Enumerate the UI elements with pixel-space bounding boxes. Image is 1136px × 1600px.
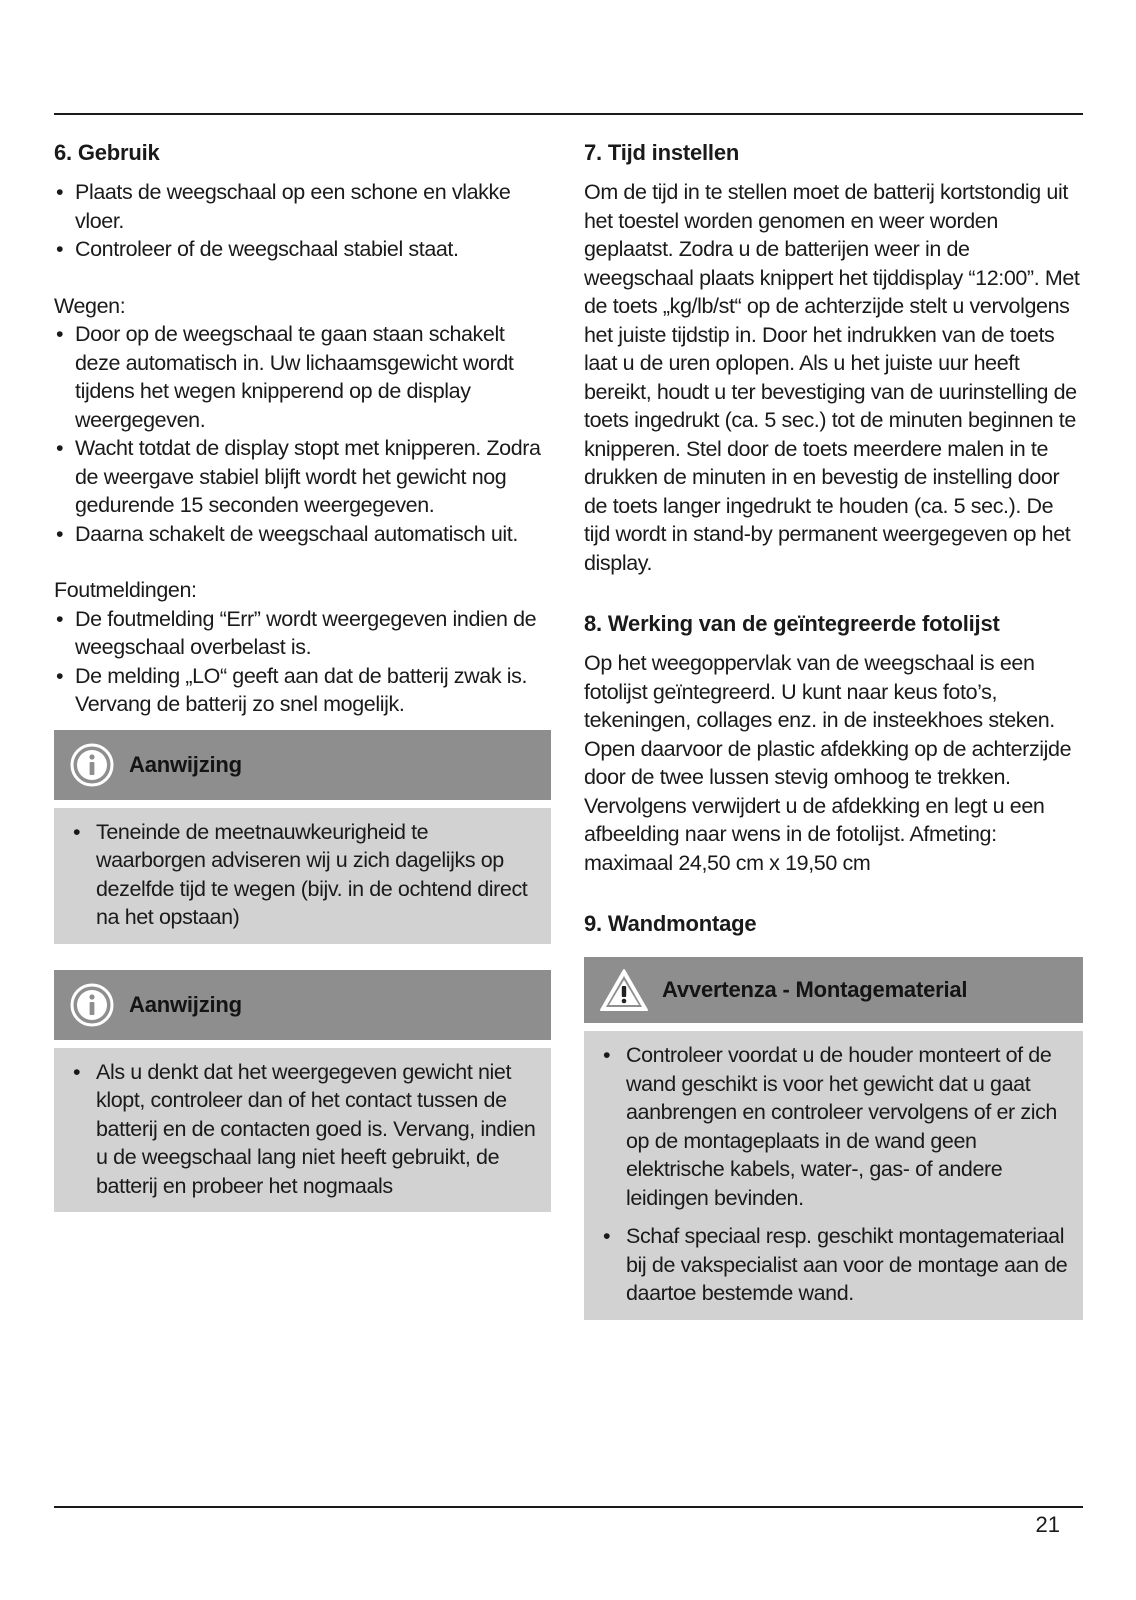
note-header [54, 730, 551, 800]
list-item: • Door op de weegschaal te gaan staan schakelt deze automatisch in. Uw lichaamsgewicht wordt tijdens het wegen knipperend op de display weergegeven. [54, 320, 551, 434]
note-box-1 [54, 730, 551, 944]
note-title: Aanwijzing [129, 991, 242, 1017]
list-item: • Schaf speciaal resp. geschikt montagemateriaal bij de vakspecialist aan voor de montage aan de daartoe bestemde wand. [602, 1222, 1069, 1308]
list-item: • Teneinde de meetnauwkeurigheid te waarborgen adviseren wij u zich dagelijks op dezelfde tijd te wegen (bijv. in de ochtend direct na het opstaan) [72, 818, 537, 932]
wegen-list [54, 320, 551, 548]
wegen-label: Wegen: [54, 293, 126, 318]
section-6-list [54, 178, 551, 264]
list-item: • Daarna schakelt de weegschaal automatisch uit. [54, 520, 551, 549]
list-item: • Als u denkt dat het weergegeven gewicht niet klopt, controleer dan of het contact tussen de batterij en de contacten goed is. Vervang, indien u de weegschaal lang niet heeft gebruikt, de batterij en probeer het nogmaals [72, 1058, 537, 1201]
note-body [54, 808, 551, 944]
top-rule [54, 113, 1083, 115]
list-item: • Wacht totdat de display stopt met knipperen. Zodra de weergave stabiel blijft wordt het gewicht nog gedurende 15 seconden weergegeven. [54, 434, 551, 520]
warning-body [584, 1031, 1083, 1320]
left-column [54, 138, 551, 1212]
list-item: • Controleer voordat u de houder monteert of de wand geschikt is voor het gewicht dat u gaat aanbrengen en controleer vervolgens of er zich op de montageplaats in de wand geen elektrische kabels, water-, gas- of andere leidingen bevinden. [602, 1041, 1069, 1212]
info-icon [70, 743, 114, 787]
warning-triangle-icon [598, 967, 650, 1013]
section-6-heading: 6. Gebruik [54, 140, 160, 165]
section-8-text: Op het weegoppervlak van de weegschaal is een fotolijst geïntegreerd. U kunt naar keus foto’s, tekeningen, collages enz. in de insteekhoes steken. Open daarvoor de plastic afdekking op de achterzijde door de twee lussen stevig omhoog te trekken. Vervolgens verwijdert u de afdekking en legt u een afbeelding naar wens in de fotolijst. Afmeting: maximaal 24,50 cm x 19,50 cm [584, 651, 1072, 875]
note-header [54, 970, 551, 1040]
note-title: Aanwijzing [129, 751, 242, 777]
foutmeldingen-list [54, 605, 551, 719]
list-item: • Controleer of de weegschaal stabiel staat. [54, 235, 551, 264]
list-item: • Plaats de weegschaal op een schone en vlakke vloer. [54, 178, 551, 235]
note-body [54, 1048, 551, 1213]
page-number: 21 [1035, 1512, 1060, 1537]
note-box-2 [54, 970, 551, 1213]
warning-box [584, 957, 1083, 1320]
warning-header [584, 957, 1083, 1023]
section-9-heading: 9. Wandmontage [584, 911, 757, 936]
section-7-text: Om de tijd in te stellen moet de batterij kortstondig uit het toestel worden genomen en weer worden geplaatst. Zodra u de batterijen weer in de weegschaal plaats knippert het tijddisplay “12:00”. Met de toets „kg/lb/st“ op de achterzijde stelt u vervolgens het juiste tijdstip in. Door het indrukken van de toets laat u de uren oplopen. Als u het juiste uur heeft bereikt, houdt u ter bevestiging van de uurinstelling de toets ingedrukt (ca. 5 sec.) tot de minuten beginnen te knipperen. Stel door de toets meerdere malen in te drukken de minuten in en bevestig de instelling door de toets langer ingedrukt te houden (ca. 5 sec.). De tijd wordt in stand-by permanent weergegeven op het display. [584, 180, 1080, 575]
foutmeldingen-label: Foutmeldingen: [54, 578, 197, 602]
list-item: • De foutmelding “Err” wordt weergegeven indien de weegschaal overbelast is. [54, 605, 551, 662]
list-item: • De melding „LO“ geeft aan dat de batterij zwak is. Vervang de batterij zo snel mogelijk. [54, 662, 551, 719]
right-column [584, 138, 1083, 1320]
section-8-heading: 8. Werking van de geïntegreerde fotolijst [584, 611, 1000, 636]
section-7-heading: 7. Tijd instellen [584, 140, 740, 165]
bottom-rule [54, 1506, 1083, 1508]
info-icon [70, 983, 114, 1027]
warning-title: Avvertenza - Montagematerial [662, 977, 968, 1002]
